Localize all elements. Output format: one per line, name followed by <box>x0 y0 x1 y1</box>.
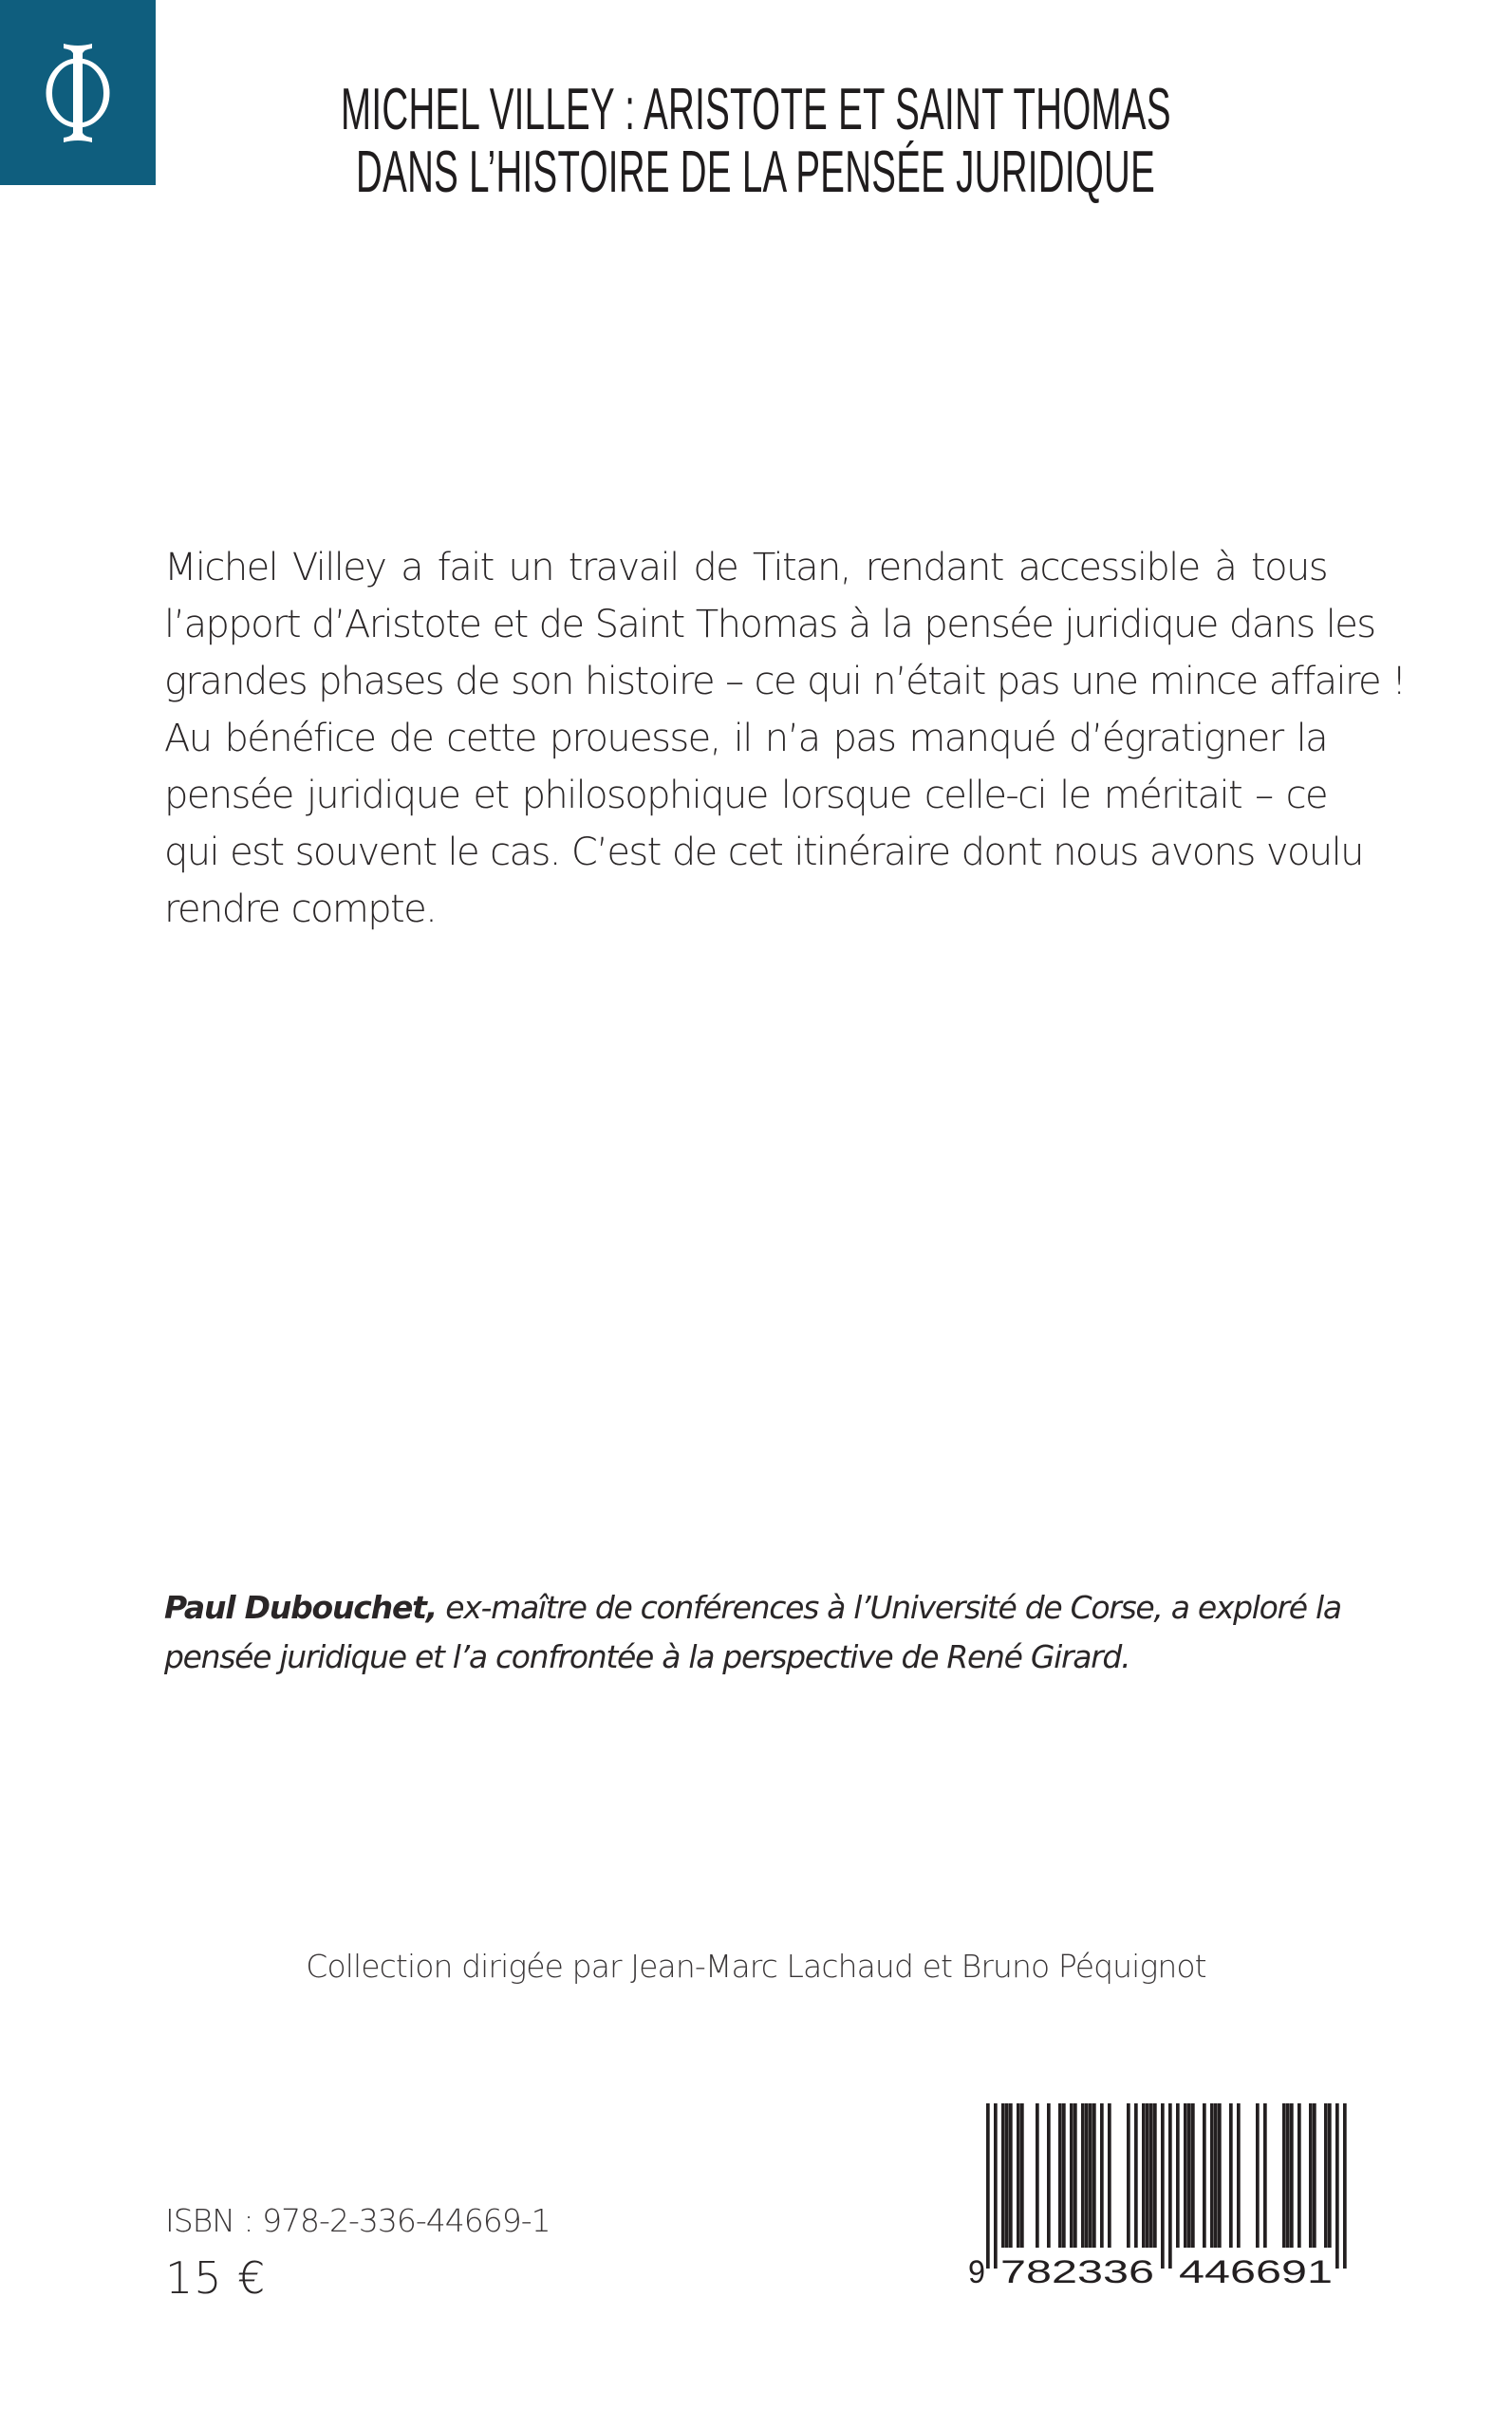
blurb-line: l’apport d’Aristote et de Saint Thomas à la pensée juridique dans les <box>164 603 1375 646</box>
blurb-line: pensée juridique et philosophique lorsque celle-ci le méritait – ce <box>164 774 1327 817</box>
bio-line-1 <box>164 1583 1341 1633</box>
title-line-2: DANS L’HISTOIRE DE LA PENSÉE JURIDIQUE <box>356 140 1156 206</box>
barcode <box>940 2098 1357 2297</box>
bio-line-2: pensée juridique et l’a confrontée à la perspective de René Girard. <box>164 1638 1130 1675</box>
isbn-label: ISBN : 978-2-336-44669-1 <box>165 2202 551 2239</box>
barcode-icon <box>940 2098 1357 2297</box>
blurb-line: grandes phases de son histoire – ce qui n’était pas une mince affaire ! <box>164 660 1406 703</box>
price-label: 15 € <box>165 2252 267 2304</box>
collection-credit: Collection dirigée par Jean-Marc Lachaud et Bruno Péquignot <box>306 1948 1206 1985</box>
bio-text: ex-maître de conférences à l’Université de Corse, a exploré la <box>437 1589 1341 1626</box>
author-name: Paul Dubouchet, <box>164 1589 438 1626</box>
title-line-1: MICHEL VILLEY : ARISTOTE ET SAINT THOMAS <box>341 77 1171 143</box>
svg-text:446691: 446691 <box>1179 2254 1333 2290</box>
svg-text:9: 9 <box>968 2254 985 2290</box>
book-title <box>0 79 1512 204</box>
svg-text:782336: 782336 <box>1000 2254 1154 2290</box>
blurb-line: Au bénéfice de cette prouesse, il n’a pas manqué d’égratigner la <box>164 717 1327 760</box>
blurb-line: Michel Villey a fait un travail de Titan, rendant accessible à tous <box>164 546 1327 589</box>
blurb-line: rendre compte. <box>164 887 437 931</box>
blurb-paragraph <box>164 539 1406 938</box>
author-bio <box>164 1583 1341 1682</box>
blurb-line: qui est souvent le cas. C’est de cet itinéraire dont nous avons voulu <box>164 831 1363 874</box>
